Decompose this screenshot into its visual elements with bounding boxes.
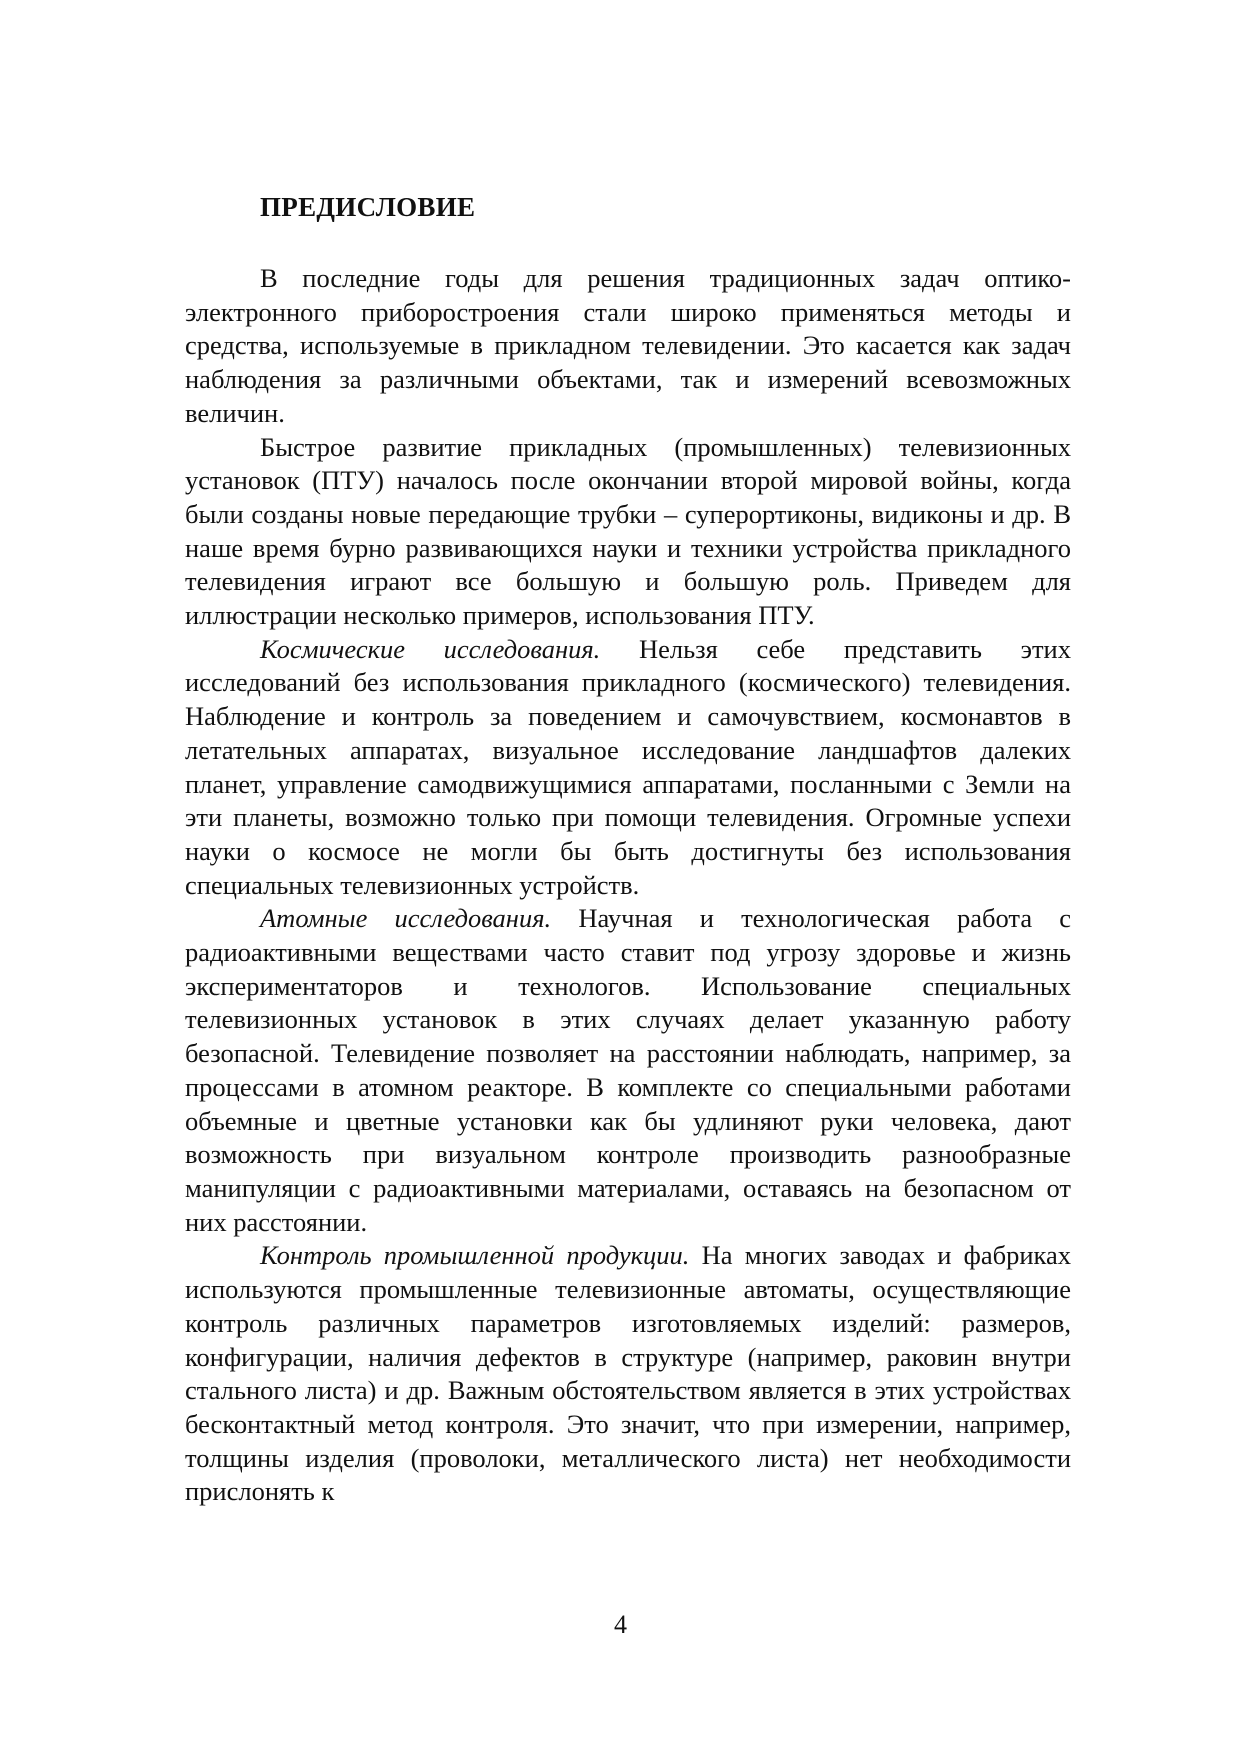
paragraph-atomic-research <box>185 902 1071 1239</box>
paragraph-industrial-control <box>185 1239 1071 1509</box>
body-text <box>185 262 1071 1509</box>
paragraph-space-research <box>185 633 1071 903</box>
paragraph-lead: Атомные исследования. <box>260 903 552 934</box>
page-title: ПРЕДИСЛОВИЕ <box>260 192 476 222</box>
paragraph-text: На многих заводах и фабриках используются промышленные телевизионные автоматы, осуществляющие контроль различных параметров изготовляемых изделий: размеров, конфигурации, наличия дефектов в структуре (например, раковин внутри стального листа) и др. Важным обстоятельством является в этих устройствах бесконтактный метод контроля. Это значит, что при измерении, например, толщины изделия (проволоки, металлического листа) нет необходимости прислонять к <box>185 1240 1071 1507</box>
paragraph-text: Нельзя себе представить этих исследований без использования прикладного (космического) телевидения. Наблюдение и контроль за поведением и самочувствием, космонавтов в летательных аппаратах, визуальное исследование ландшафтов далеких планет, управление самодвижущимися аппаратами, посланными с Земли на эти планеты, возможно только при помощи телевидения. Огромные успехи науки о космосе не могли бы быть достигнуты без использования специальных телевизионных устройств. <box>185 633 1071 900</box>
paragraph-history <box>185 431 1071 633</box>
paragraph-text: Научная и технологическая работа с радиоактивными веществами часто ставит под угрозу здоровье и жизнь экспериментаторов и технологов. Использование специальных телевизионных установок в этих случаях делает указанную работу безопасной. Телевидение позволяет на расстоянии наблюдать, например, за процессами в атомном реакторе. В комплекте со специальными работами объемные и цветные установки как бы удлиняют руки человека, дают возможность при визуальном контроле производить разнообразные манипуляции с радиоактивными материалами, оставаясь на безопасном от них расстоянии. <box>185 903 1071 1237</box>
paragraph-intro <box>185 262 1071 431</box>
paragraph-lead: Контроль промышленной продукции. <box>260 1240 690 1271</box>
paragraph-lead: Космические исследования. <box>260 633 601 664</box>
paragraph-text: В последние годы для решения традиционных задач оптико-электронного приборостроения стали широко применяться методы и средства, используемые в прикладном телевидении. Это касается как задач наблюдения за различными объектами, так и измерений всевозможных величин. <box>185 263 1071 428</box>
paragraph-text: Быстрое развитие прикладных (промышленных) телевизионных установок (ПТУ) началось после окончании второй мировой войны, когда были созданы новые передающие трубки – суперортиконы, видиконы и др. В наше время бурно развивающихся науки и техники устройства прикладного телевидения играют все большую и большую роль. Приведем для иллюстрации несколько примеров, использования ПТУ. <box>185 431 1071 631</box>
page-number: 4 <box>614 1610 627 1639</box>
